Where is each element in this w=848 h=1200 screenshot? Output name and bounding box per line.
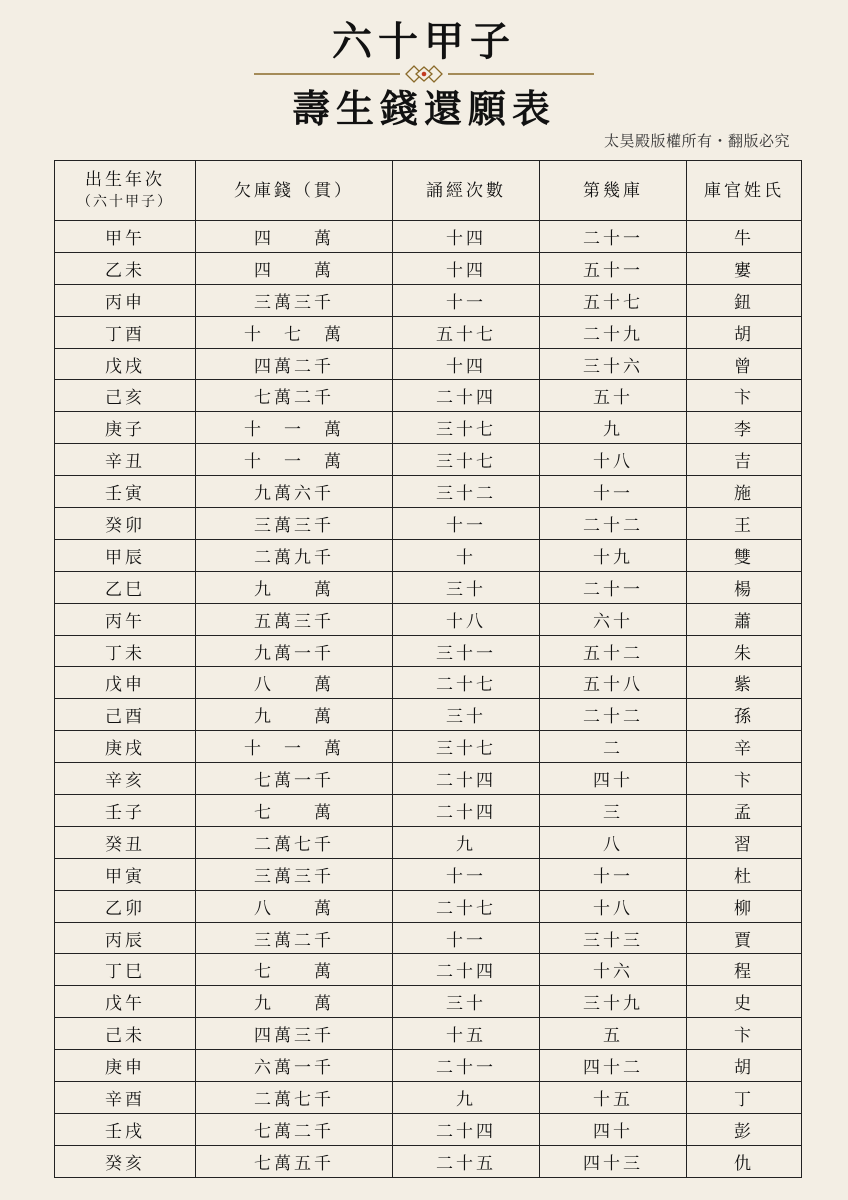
- cell-chant-times: 十一: [393, 922, 540, 954]
- cell-debt: 三萬三千: [196, 858, 393, 890]
- cell-vault-number: 二十二: [540, 508, 687, 540]
- table-row: [55, 380, 802, 412]
- cell-vault-number: 五十: [540, 380, 687, 412]
- cell-debt: 二萬七千: [196, 826, 393, 858]
- cell-birth-year: 癸丑: [55, 826, 196, 858]
- cell-vault-number: 十五: [540, 1082, 687, 1114]
- table-row: [55, 667, 802, 699]
- cell-vault-number: 十九: [540, 539, 687, 571]
- cell-chant-times: 二十四: [393, 1113, 540, 1145]
- table-row: [55, 284, 802, 316]
- cell-officer-surname: 楊: [687, 571, 802, 603]
- cell-chant-times: 三十一: [393, 635, 540, 667]
- cell-officer-surname: 施: [687, 476, 802, 508]
- cell-debt: 二萬九千: [196, 539, 393, 571]
- page-title-main: 壽生錢還願表: [291, 86, 556, 131]
- cell-officer-surname: 曾: [687, 348, 802, 380]
- cell-vault-number: 十八: [540, 444, 687, 476]
- cell-vault-number: 三十六: [540, 348, 687, 380]
- cell-officer-surname: 紫: [687, 667, 802, 699]
- cell-vault-number: 十一: [540, 858, 687, 890]
- cell-officer-surname: 吉: [687, 444, 802, 476]
- table-row: [55, 986, 802, 1018]
- cell-birth-year: 辛酉: [55, 1082, 196, 1114]
- cell-birth-year: 癸亥: [55, 1145, 196, 1177]
- table-row: [55, 444, 802, 476]
- cell-birth-year: 癸卯: [55, 508, 196, 540]
- cell-vault-number: 五十八: [540, 667, 687, 699]
- cell-birth-year: 壬戌: [55, 1113, 196, 1145]
- cell-officer-surname: 丁: [687, 1082, 802, 1114]
- cell-birth-year: 己亥: [55, 380, 196, 412]
- cell-birth-year: 庚子: [55, 412, 196, 444]
- cell-vault-number: 五: [540, 1018, 687, 1050]
- cell-vault-number: 六十: [540, 603, 687, 635]
- divider-ornament: [254, 62, 594, 86]
- cell-vault-number: 三十九: [540, 986, 687, 1018]
- cell-chant-times: 十一: [393, 858, 540, 890]
- cell-chant-times: 二十七: [393, 890, 540, 922]
- cell-debt: 五萬三千: [196, 603, 393, 635]
- header-officer-surname: 庫官姓氏: [687, 161, 802, 221]
- cell-vault-number: 五十二: [540, 635, 687, 667]
- cell-chant-times: 二十五: [393, 1145, 540, 1177]
- table-row: [55, 508, 802, 540]
- cell-birth-year: 戊申: [55, 667, 196, 699]
- cell-officer-surname: 孫: [687, 699, 802, 731]
- cell-chant-times: 十: [393, 539, 540, 571]
- table-row: [55, 826, 802, 858]
- cell-vault-number: 三: [540, 795, 687, 827]
- table-row: [55, 1145, 802, 1177]
- cell-officer-surname: 李: [687, 412, 802, 444]
- cell-vault-number: 十一: [540, 476, 687, 508]
- cell-birth-year: 丙申: [55, 284, 196, 316]
- table-row: [55, 571, 802, 603]
- cell-officer-surname: 彭: [687, 1113, 802, 1145]
- cell-officer-surname: 胡: [687, 1050, 802, 1082]
- cell-chant-times: 五十七: [393, 316, 540, 348]
- cell-debt: 七 萬: [196, 954, 393, 986]
- cell-chant-times: 十一: [393, 508, 540, 540]
- cell-chant-times: 三十七: [393, 412, 540, 444]
- cell-vault-number: 五十一: [540, 252, 687, 284]
- cell-birth-year: 辛亥: [55, 763, 196, 795]
- header-vault-number: 第幾庫: [540, 161, 687, 221]
- table-row: [55, 221, 802, 253]
- table-row: [55, 731, 802, 763]
- cell-debt: 七萬二千: [196, 380, 393, 412]
- cell-birth-year: 辛丑: [55, 444, 196, 476]
- cell-birth-year: 己未: [55, 1018, 196, 1050]
- cell-debt: 九 萬: [196, 571, 393, 603]
- table-row: [55, 795, 802, 827]
- table-header-row: [55, 161, 802, 221]
- page-title-top: 六十甲子: [332, 18, 516, 65]
- cell-birth-year: 丁酉: [55, 316, 196, 348]
- cell-debt: 九 萬: [196, 986, 393, 1018]
- table-row: [55, 954, 802, 986]
- cell-debt: 四萬二千: [196, 348, 393, 380]
- cell-officer-surname: 王: [687, 508, 802, 540]
- table-row: [55, 539, 802, 571]
- cell-vault-number: 二十一: [540, 571, 687, 603]
- cell-officer-surname: 仇: [687, 1145, 802, 1177]
- cell-birth-year: 丙辰: [55, 922, 196, 954]
- cell-vault-number: 九: [540, 412, 687, 444]
- table-row: [55, 1050, 802, 1082]
- header-birth-year-label: 出生年次: [85, 169, 165, 190]
- cell-birth-year: 丁巳: [55, 954, 196, 986]
- table-row: [55, 412, 802, 444]
- cell-birth-year: 己酉: [55, 699, 196, 731]
- cell-chant-times: 十八: [393, 603, 540, 635]
- cell-officer-surname: 賈: [687, 922, 802, 954]
- cell-chant-times: 九: [393, 826, 540, 858]
- cell-chant-times: 九: [393, 1082, 540, 1114]
- cell-chant-times: 十四: [393, 252, 540, 284]
- cell-vault-number: 二十九: [540, 316, 687, 348]
- cell-vault-number: 三十三: [540, 922, 687, 954]
- cell-vault-number: 二十二: [540, 699, 687, 731]
- cell-birth-year: 戊午: [55, 986, 196, 1018]
- cell-birth-year: 庚申: [55, 1050, 196, 1082]
- cell-birth-year: 庚戌: [55, 731, 196, 763]
- cell-officer-surname: 習: [687, 826, 802, 858]
- cell-debt: 九萬一千: [196, 635, 393, 667]
- table-body: [55, 221, 802, 1178]
- cell-chant-times: 十四: [393, 348, 540, 380]
- cell-officer-surname: 柳: [687, 890, 802, 922]
- cell-debt: 八 萬: [196, 890, 393, 922]
- copyright-notice: 太昊殿版權所有・翻版必究: [603, 132, 790, 150]
- cell-debt: 三萬三千: [196, 508, 393, 540]
- cell-officer-surname: 胡: [687, 316, 802, 348]
- cell-debt: 四萬三千: [196, 1018, 393, 1050]
- cell-chant-times: 三十: [393, 986, 540, 1018]
- cell-birth-year: 乙卯: [55, 890, 196, 922]
- cell-officer-surname: 辛: [687, 731, 802, 763]
- table-row: [55, 348, 802, 380]
- cell-birth-year: 丙午: [55, 603, 196, 635]
- header-debt: 欠庫錢（貫）: [196, 161, 393, 221]
- table-row: [55, 699, 802, 731]
- cell-officer-surname: 卞: [687, 380, 802, 412]
- cell-chant-times: 二十四: [393, 954, 540, 986]
- cell-birth-year: 戊戌: [55, 348, 196, 380]
- cell-vault-number: 四十三: [540, 1145, 687, 1177]
- cell-officer-surname: 程: [687, 954, 802, 986]
- cell-officer-surname: 牛: [687, 221, 802, 253]
- cell-chant-times: 十四: [393, 221, 540, 253]
- table-row: [55, 890, 802, 922]
- cell-birth-year: 甲寅: [55, 858, 196, 890]
- cell-chant-times: 十一: [393, 284, 540, 316]
- table-row: [55, 316, 802, 348]
- cell-debt: 四 萬: [196, 221, 393, 253]
- cell-debt: 七萬一千: [196, 763, 393, 795]
- cell-chant-times: 二十一: [393, 1050, 540, 1082]
- cell-vault-number: 二: [540, 731, 687, 763]
- cell-vault-number: 十六: [540, 954, 687, 986]
- cell-chant-times: 二十四: [393, 795, 540, 827]
- cell-birth-year: 壬子: [55, 795, 196, 827]
- table-row: [55, 858, 802, 890]
- cell-chant-times: 三十七: [393, 444, 540, 476]
- cell-chant-times: 二十四: [393, 763, 540, 795]
- cell-debt: 九萬六千: [196, 476, 393, 508]
- cell-officer-surname: 朱: [687, 635, 802, 667]
- cell-vault-number: 四十: [540, 1113, 687, 1145]
- table-row: [55, 922, 802, 954]
- cell-birth-year: 甲午: [55, 221, 196, 253]
- cell-debt: 七萬二千: [196, 1113, 393, 1145]
- cell-officer-surname: 雙: [687, 539, 802, 571]
- cell-birth-year: 壬寅: [55, 476, 196, 508]
- cell-officer-surname: 寠: [687, 252, 802, 284]
- cell-debt: 十 一 萬: [196, 731, 393, 763]
- table-row: [55, 476, 802, 508]
- cell-officer-surname: 蕭: [687, 603, 802, 635]
- table-row: [55, 763, 802, 795]
- cell-chant-times: 二十七: [393, 667, 540, 699]
- header-chant-times: 誦經次數: [393, 161, 540, 221]
- cell-vault-number: 四十: [540, 763, 687, 795]
- table-row: [55, 603, 802, 635]
- cell-chant-times: 三十二: [393, 476, 540, 508]
- cell-birth-year: 乙巳: [55, 571, 196, 603]
- cell-debt: 十 一 萬: [196, 444, 393, 476]
- table-row: [55, 1082, 802, 1114]
- cell-officer-surname: 鈕: [687, 284, 802, 316]
- cell-officer-surname: 卞: [687, 763, 802, 795]
- table-row: [55, 1113, 802, 1145]
- cell-debt: 七 萬: [196, 795, 393, 827]
- cell-debt: 七萬五千: [196, 1145, 393, 1177]
- cell-vault-number: 五十七: [540, 284, 687, 316]
- cell-debt: 三萬二千: [196, 922, 393, 954]
- cell-vault-number: 十八: [540, 890, 687, 922]
- table-row: [55, 252, 802, 284]
- cell-chant-times: 二十四: [393, 380, 540, 412]
- cell-birth-year: 乙未: [55, 252, 196, 284]
- cell-chant-times: 三十: [393, 571, 540, 603]
- cell-debt: 八 萬: [196, 667, 393, 699]
- cell-vault-number: 四十二: [540, 1050, 687, 1082]
- table-row: [55, 1018, 802, 1050]
- cell-officer-surname: 孟: [687, 795, 802, 827]
- cell-chant-times: 十五: [393, 1018, 540, 1050]
- cell-chant-times: 三十: [393, 699, 540, 731]
- cell-debt: 四 萬: [196, 252, 393, 284]
- header-birth-year: [55, 161, 196, 221]
- cell-chant-times: 三十七: [393, 731, 540, 763]
- table-row: [55, 635, 802, 667]
- cell-debt: 二萬七千: [196, 1082, 393, 1114]
- cell-officer-surname: 卞: [687, 1018, 802, 1050]
- cell-vault-number: 八: [540, 826, 687, 858]
- cell-birth-year: 丁未: [55, 635, 196, 667]
- cell-debt: 九 萬: [196, 699, 393, 731]
- cell-officer-surname: 史: [687, 986, 802, 1018]
- cell-debt: 三萬三千: [196, 284, 393, 316]
- cell-debt: 十 一 萬: [196, 412, 393, 444]
- cell-officer-surname: 杜: [687, 858, 802, 890]
- cell-birth-year: 甲辰: [55, 539, 196, 571]
- header-birth-year-sub: （六十甲子）: [77, 193, 173, 210]
- longevity-money-table: [54, 160, 802, 1178]
- cell-debt: 十 七 萬: [196, 316, 393, 348]
- cell-vault-number: 二十一: [540, 221, 687, 253]
- cell-debt: 六萬一千: [196, 1050, 393, 1082]
